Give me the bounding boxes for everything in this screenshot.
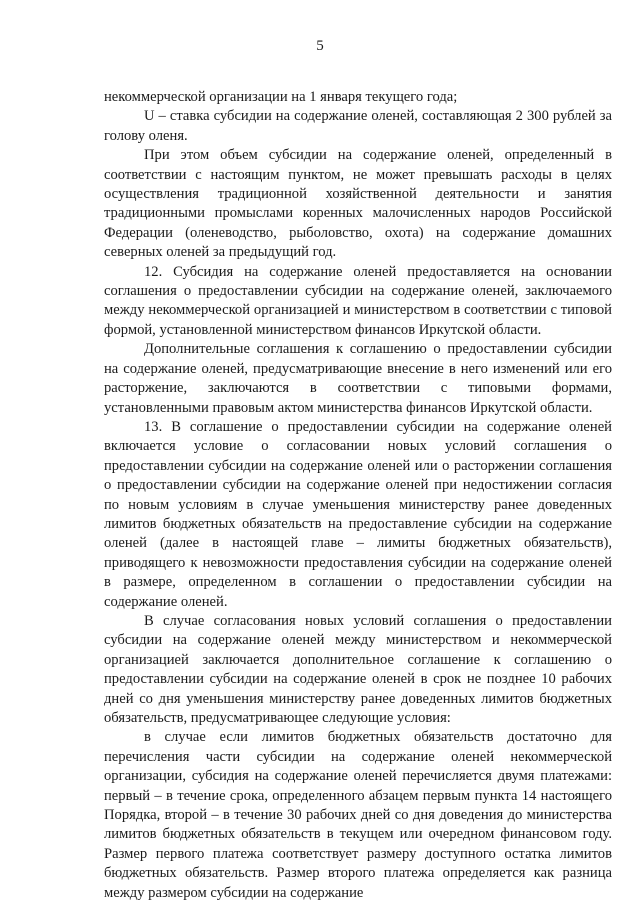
paragraph: При этом объем субсидии на содержание оленей, определенный в соответствии с настоящим пунктом, не может превышать расходы в целях осуществления традиционной хозяйственной деятельности и занятия традиционными промыслами коренных малочисленных народов Российской Федерации (оленеводство, рыболовство, охота) на содержание домашних северных оленей за предыдущий год. — [104, 147, 612, 261]
paragraph: Дополнительные соглашения к соглашению о предоставлении субсидии на содержание оленей, предусматривающие внесение в него изменений или его расторжение, заключаются в соответствии с типовыми формами, установленными правовым актом министерства финансов Иркутской области. — [104, 341, 612, 416]
paragraph: некоммерческой организации на 1 января текущего года; — [104, 89, 458, 105]
paragraph: 13. В соглашение о предоставлении субсидии на содержание оленей включается условие о согласовании новых условий соглашения о предоставлении субсидии на содержание оленей или о расторжении соглашения о предоставлении субсидии на содержание оленей при недостижении согласия по новым условиям в случае уменьшения министерству ранее доведенных лимитов бюджетных обязательств на предоставление субсидии на содержание оленей (далее в настоящей главе – лимиты бюджетных обязательств), приводящего к невозможности предоставления субсидии на содержание оленей в размере, определенном в соглашении о предоставлении субсидии на содержание оленей. — [104, 418, 612, 610]
paragraph: в случае если лимитов бюджетных обязательств достаточно для перечисления части субсидии на содержание оленей некоммерческой организации, субсидия на содержание оленей перечисляется двумя платежами: первый – в течение срока, определенного абзацем первым пункта 14 настоящего Порядка, второй – в течение 30 рабочих дней со дня доведения до министерства лимитов бюджетных обязательств в текущем или очередном финансовом году. Размер первого платежа соответствует размеру доступного остатка лимитов бюджетных обязательств. Размер второго платежа определяется как разница между размером субсидии на содержание — [104, 729, 612, 901]
paragraph: В случае согласования новых условий соглашения о предоставлении субсидии на содержание оленей между министерством и некоммерческой организацией заключается дополнительное соглашение к соглашению о предоставлении субсидии на содержание оленей в срок не позднее 10 рабочих дней со дня уменьшения министерству ранее доведенных лимитов бюджетных обязательств, предусматривающее следующие условия: — [104, 612, 612, 726]
paragraph: U – ставка субсидии на содержание оленей, составляющая 2 300 рублей за голову оленя. — [104, 108, 612, 144]
document-body — [104, 88, 612, 903]
page-number: 5 — [316, 38, 324, 54]
paragraph: 12. Субсидия на содержание оленей предоставляется на основании соглашения о предоставлении субсидии на содержание оленей, заключаемого между некоммерческой организацией и министерством в соответствии с типовой формой, установленной министерством финансов Иркутской области. — [104, 263, 612, 338]
